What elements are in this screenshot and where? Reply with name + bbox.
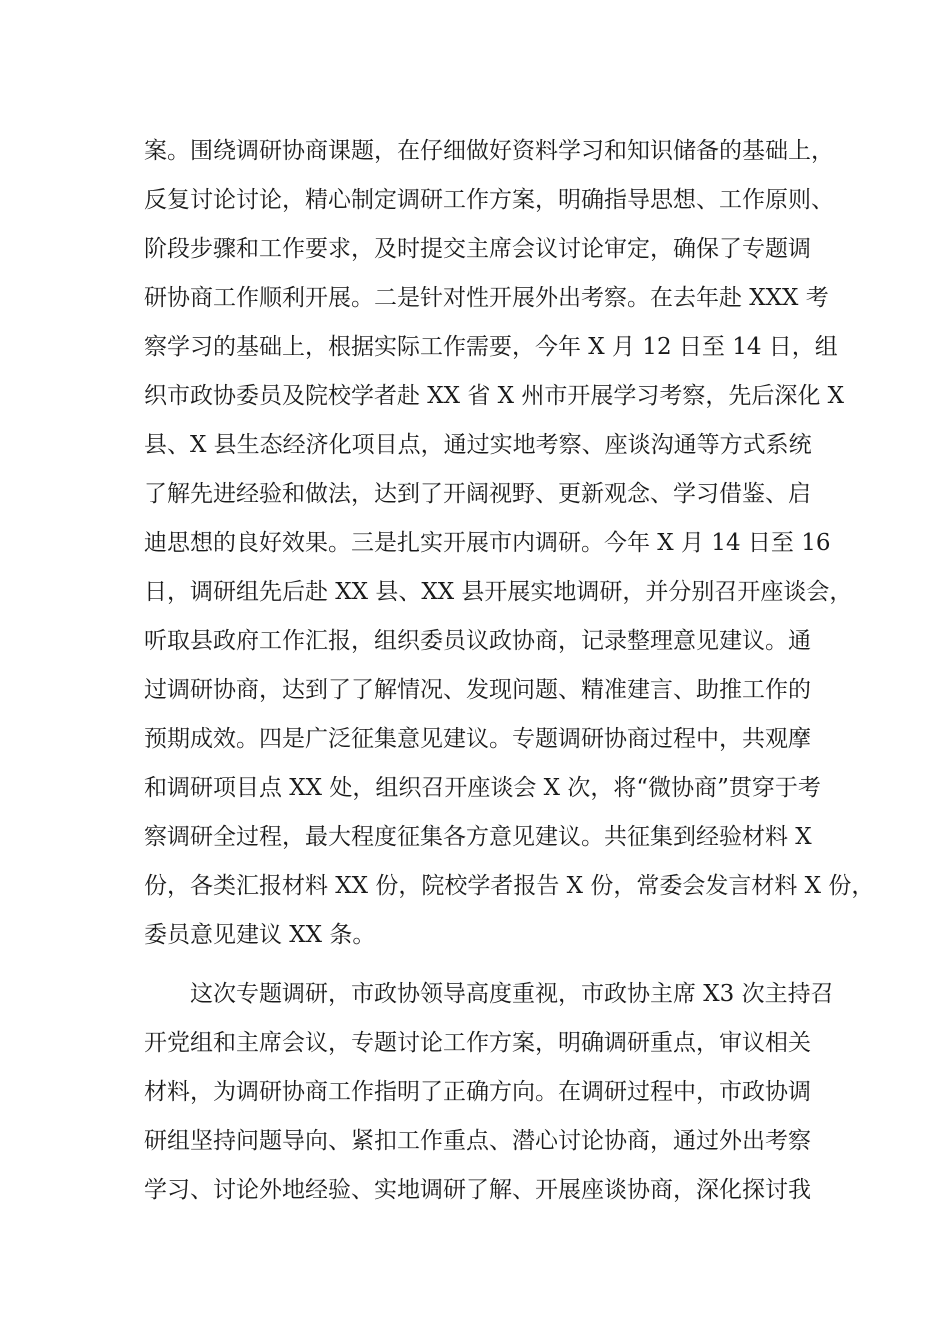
paragraph-1-line-14: 和调研项目点 XX 处，组织召开座谈会 X 次，将“微协商”贯穿于考 [144,775,821,801]
paragraph-1-line-13: 预期成效。四是广泛征集意见建议。专题调研协商过程中，共观摩 [144,726,811,752]
paragraph-2-line-3: 材料，为调研协商工作指明了正确方向。在调研过程中，市政协调 [144,1079,811,1105]
paragraph-1-line-4: 研协商工作顺利开展。二是针对性开展外出考察。在去年赴 XXX 考 [144,285,829,311]
paragraph-1-line-2: 反复讨论讨论，精心制定调研工作方案，明确指导思想、工作原则、 [144,187,834,213]
paragraph-1-line-9: 迪思想的良好效果。三是扎实开展市内调研。今年 X 月 14 日至 16 [144,530,831,556]
paragraph-2-line-2: 开党组和主席会议，专题讨论工作方案，明确调研重点，审议相关 [144,1030,811,1056]
paragraph-2-line-5: 学习、讨论外地经验、实地调研了解、开展座谈协商，深化探讨我 [144,1177,811,1203]
paragraph-1-line-17: 委员意见建议 XX 条。 [144,922,376,948]
paragraph-1-line-11: 听取县政府工作汇报，组织委员议政协商，记录整理意见建议。通 [144,628,811,654]
paragraph-2-line-4: 研组坚持问题导向、紧扣工作重点、潜心讨论协商，通过外出考察 [144,1128,811,1154]
paragraph-2-line-1: 这次专题调研，市政协领导高度重视，市政协主席 X3 次主持召 [190,981,834,1007]
paragraph-1-line-15: 察调研全过程，最大程度征集各方意见建议。共征集到经验材料 X [144,824,812,850]
paragraph-1-line-3: 阶段步骤和工作要求，及时提交主席会议讨论审定，确保了专题调 [144,236,811,262]
paragraph-1-line-12: 过调研协商，达到了了解情况、发现问题、精准建言、助推工作的 [144,677,811,703]
paragraph-1-line-6: 织市政协委员及院校学者赴 XX 省 X 州市开展学习考察，先后深化 X [144,383,845,409]
paragraph-1-line-8: 了解先进经验和做法，达到了开阔视野、更新观念、学习借鉴、启 [144,481,811,507]
paragraph-1-line-1: 案。围绕调研协商课题，在仔细做好资料学习和知识储备的基础上， [144,138,834,164]
paragraph-1-line-5: 察学习的基础上，根据实际工作需要，今年 X 月 12 日至 14 日，组 [144,334,838,360]
paragraph-1-line-10: 日，调研组先后赴 XX 县、XX 县开展实地调研，并分别召开座谈会， [144,579,853,605]
paragraph-1-line-16: 份，各类汇报材料 XX 份，院校学者报告 X 份，常委会发言材料 X 份， [144,873,875,899]
paragraph-1-line-7: 县、X 县生态经济化项目点，通过实地考察、座谈沟通等方式系统 [144,432,812,458]
